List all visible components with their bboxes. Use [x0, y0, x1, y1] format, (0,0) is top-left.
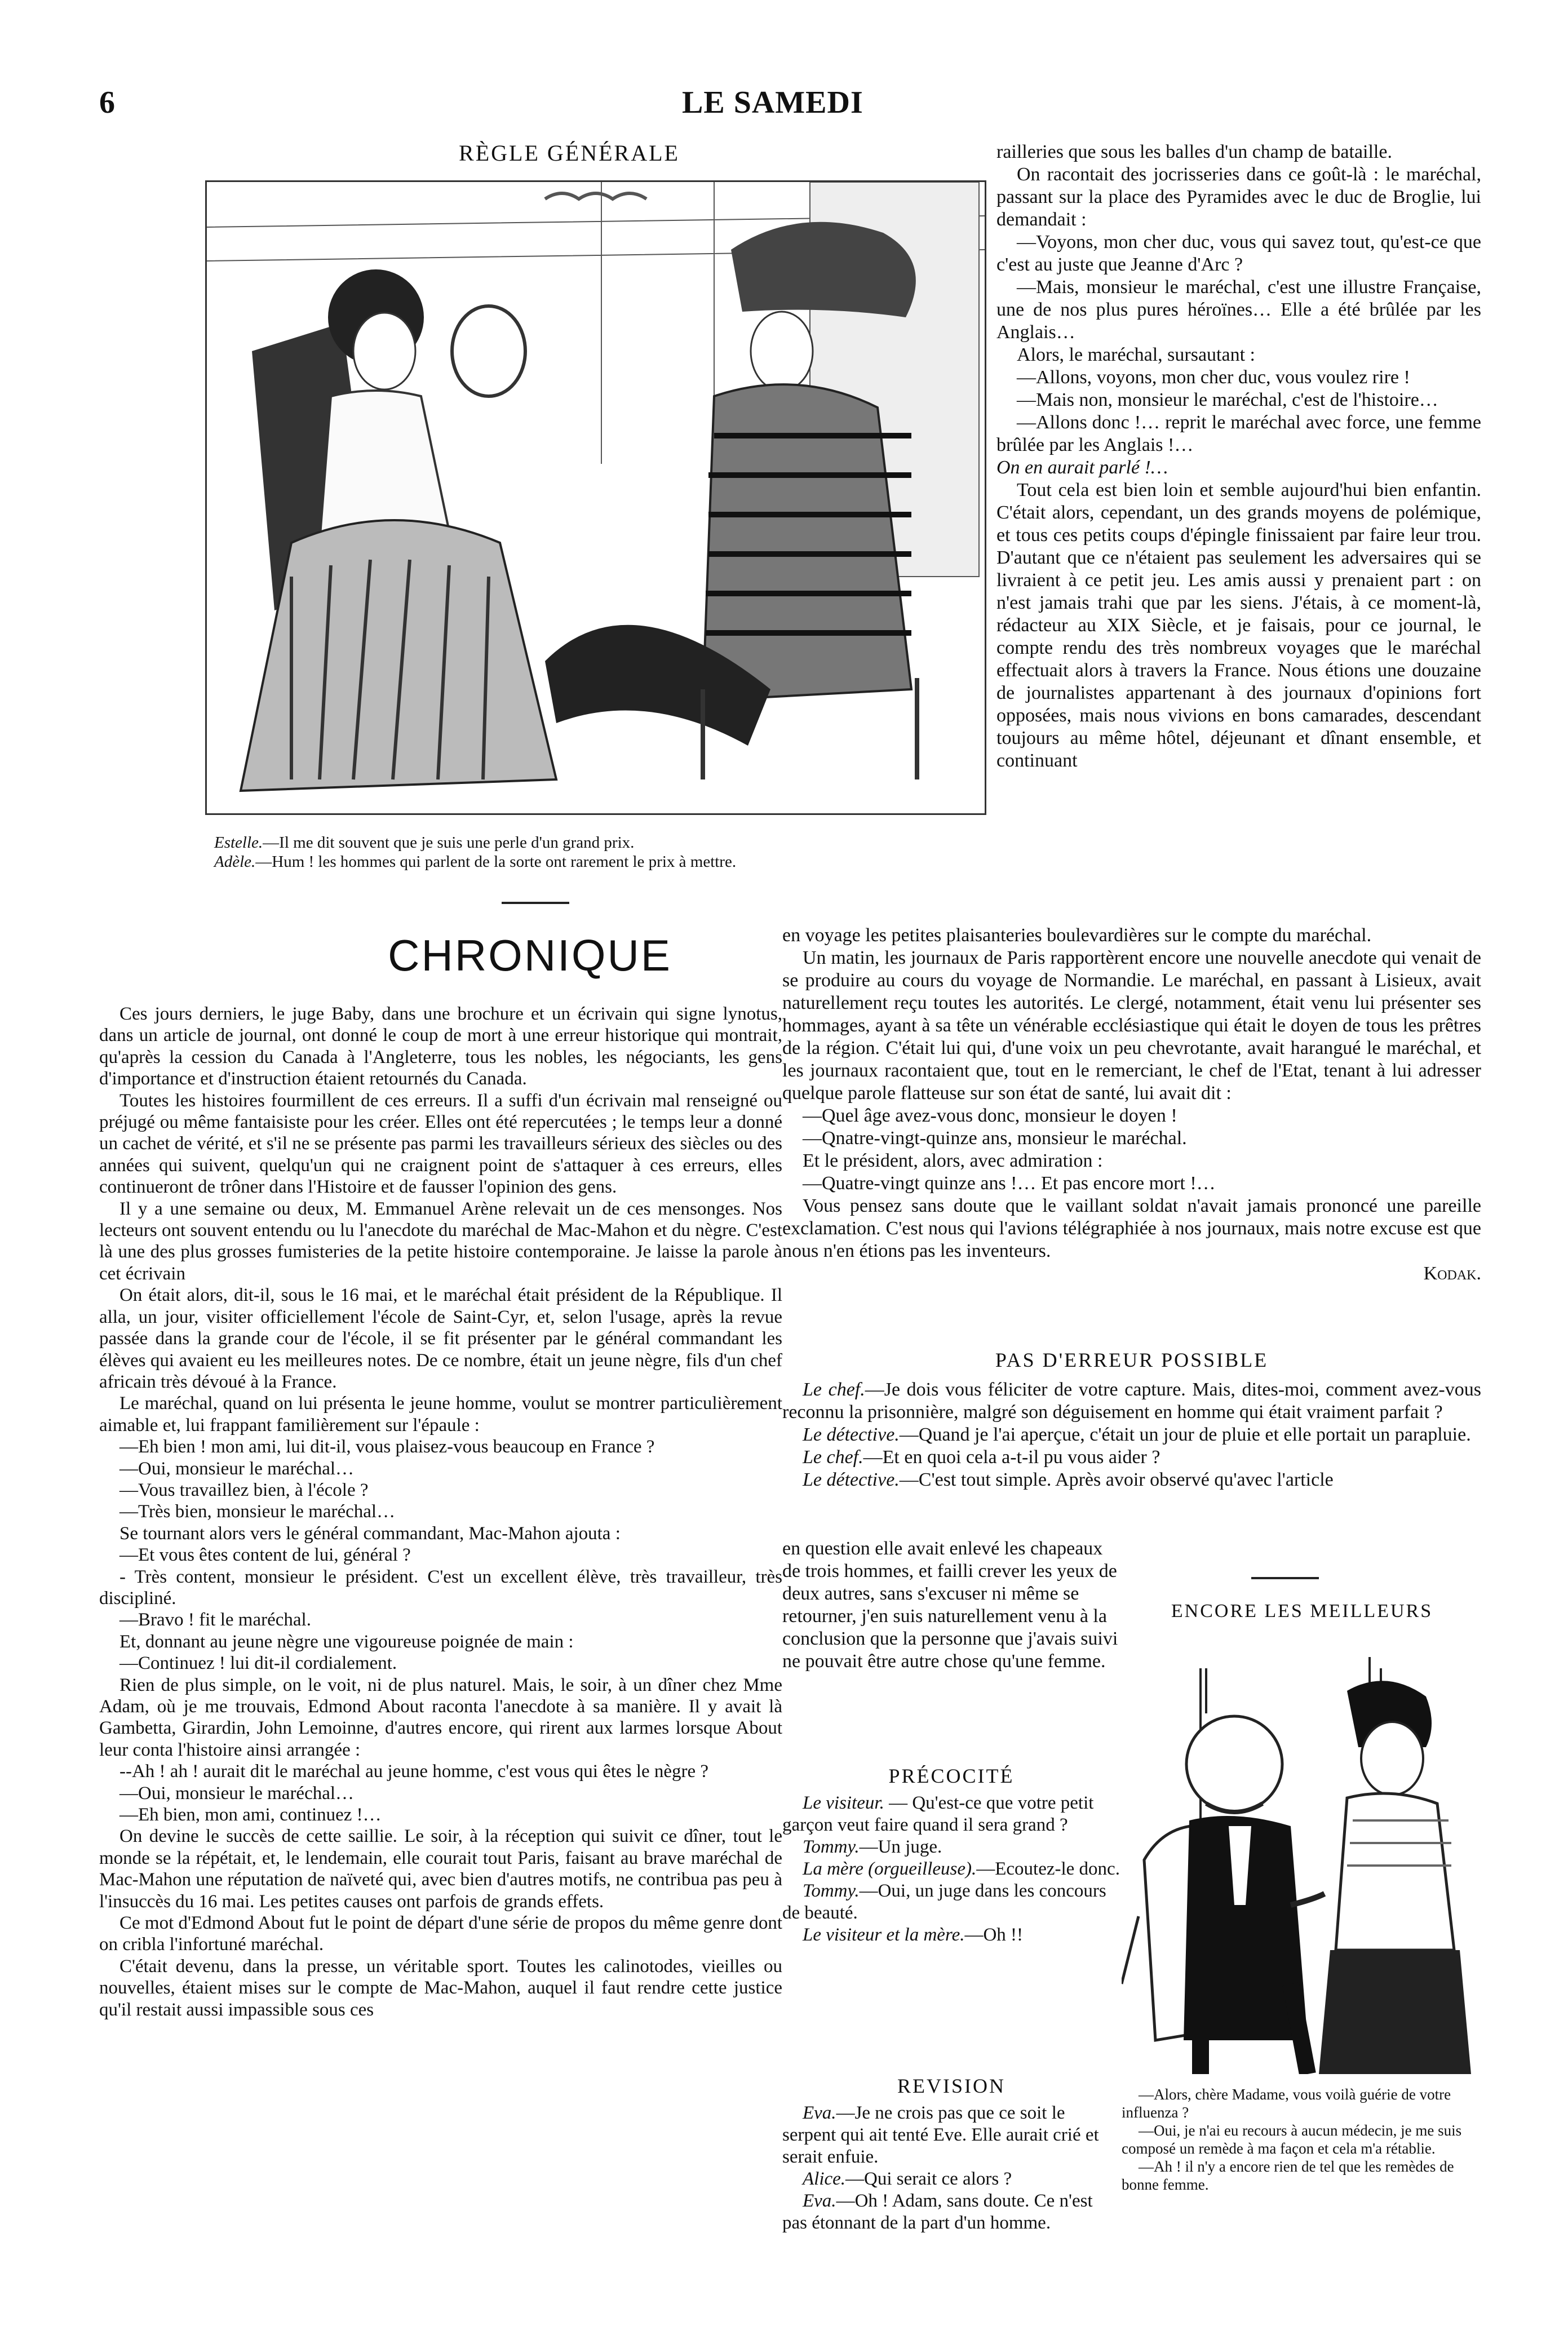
revision-dialogue [782, 2102, 1120, 2234]
speaker: La mère (orgueilleuse). [803, 1859, 977, 1879]
caption-line: —Alors, chère Madame, vous voilà guérie de votre influenza ? [1122, 2086, 1451, 2121]
divider [502, 902, 569, 904]
speaker: Le visiteur. [803, 1793, 884, 1813]
pas-erreur-dialogue [782, 1379, 1481, 1491]
dialogue-line: —Qui serait ce alors ? [845, 2169, 1012, 2189]
dialogue-line: —Oui, un juge dans les concours de beauté. [782, 1881, 1106, 1923]
dialogue-line: —Et en quoi cela a-t-il pu vous aider ? [863, 1447, 1161, 1468]
chronique-paragraph: —Et vous êtes content de lui, général ? [119, 1545, 411, 1566]
chronique-paragraph: —Très bien, monsieur le maréchal… [119, 1501, 396, 1522]
dialogue-line: —Je dois vous féliciter de votre capture. Mais, dites-moi, comment avez-vous reconnu la prisonnière, malgré son déguisement en homme qui était vraiment parfait ? [782, 1379, 1481, 1423]
dialogue-line: —Un juge. [859, 1837, 942, 1857]
newspaper-title: LE SAMEDI [682, 85, 863, 120]
column-paragraph: On en aurait parlé !… [996, 457, 1168, 478]
encore-title: ENCORE LES MEILLEURS [1171, 1601, 1433, 1622]
continuation-text: en question elle avait enlevé les chapeaux de trois hommes, et failli crever les yeux de deux autres, sans s'excuser ni même se retourner, j'en suis naturellement venu à la conclusion que la personne que j'avais suivi ne pouvait être autre chose qu'une femme. [782, 1538, 1118, 1672]
column-paragraph: —Mais non, monsieur le maréchal, c'est de l'histoire… [1017, 389, 1438, 410]
speaker: Eva. [803, 2191, 836, 2211]
chronique-paragraph: - Très content, monsieur le président. C'est un excellent élève, très travailleur, très discipliné. [99, 1566, 782, 1609]
speaker: Eva. [803, 2103, 836, 2123]
dialogue-line: — Qu'est-ce que votre petit garçon veut faire quand il sera grand ? [782, 1793, 1094, 1835]
caption-line: —Ah ! il n'y a encore rien de tel que les remèdes de bonne femme. [1122, 2158, 1454, 2193]
chronique-paragraph: —Vous travaillez bien, à l'école ? [119, 1479, 369, 1500]
illustration-title: RÈGLE GÉNÉRALE [459, 140, 680, 166]
wide-paragraph: en voyage les petites plaisanteries boulevardières sur le compte du maréchal. [782, 925, 1372, 946]
chronique-paragraph: Se tournant alors vers le général commandant, Mac-Mahon ajouta : [119, 1523, 621, 1544]
chronique-paragraph: Ce mot d'Edmond About fut le point de départ d'une série de propos du même genre dont on cribla l'infortuné maréchal. [99, 1913, 782, 1955]
speaker: Le chef. [803, 1379, 865, 1400]
chronique-paragraph: —Eh bien, mon ami, continuez !… [119, 1805, 382, 1826]
chronique-column [99, 1003, 782, 2021]
chronique-paragraph: Toutes les histoires fourmillent de ces erreurs. Il a suffi d'un écrivain mal renseigné ou préjugé ou même fantaisiste pour les créer. Elles ont été repercutées ; le temps leur a donné un cachet de vérité, et s'il ne se présente pas parmi les travailleurs sérieux des siècles ou des années qui suivent, quelqu'un qui ne craignent point de s'attaquer à ces erreurs, elles continueront de trôner dans l'Histoire et de fausser l'opinion des gens. [99, 1090, 782, 1198]
chronique-paragraph: Ces jours derniers, le juge Baby, dans une brochure et un écrivain qui signe lynotus, dans un article de journal, ont donné le coup de mort à une erreur historique qui montrait, qu'après la cession du Canada à l'Angleterre, tous les nobles, les négociants, les gens d'importance et d'instruction étaient retournés du Canada. [99, 1004, 782, 1089]
column-paragraph: On racontait des jocrisseries dans ce goût-là : le maréchal, passant sur la place des Pyramides avec le duc de Broglie, lui demandait : [996, 164, 1481, 230]
speaker: Alice. [803, 2169, 846, 2189]
wide-paragraph: —Qnatre-vingt-quinze ans, monsieur le maréchal. [803, 1128, 1187, 1149]
illustration-caption [214, 833, 1003, 871]
wide-paragraph: —Quatre-vingt quinze ans !… Et pas encore mort !… [803, 1173, 1216, 1194]
chronique-paragraph: On devine le succès de cette saillie. Le soir, à la réception qui suivit ce dîner, tout le monde se la répétait, et, le lendemain, elle courait tout Paris, faisant au brave maréchal de Mac-Mahon une réputation de naïveté qui, avec bien d'autres motifs, ne contribua pas peu à l'insuccès du 16 mai. Les petites causes ont parfois de grands effets. [99, 1826, 782, 1912]
caption-line: —Oui, je n'ai eu recours à aucun médecin, je me suis composé un remède à ma façon et cela m'a rétablie. [1122, 2122, 1462, 2157]
precocite-title: PRÉCOCITÉ [888, 1765, 1015, 1787]
wide-paragraph: Vous pensez sans doute que le vaillant soldat n'avait jamais prononcé une pareille exclamation. C'est nous qui l'avions télégraphiée à nos journaux, mais notre excuse est que nous n'en étions pas les inventeurs. [782, 1195, 1481, 1261]
column-paragraph: —Allons donc !… reprit le maréchal avec force, une femme brûlée par les Anglais !… [996, 412, 1481, 455]
column-paragraph: —Allons, voyons, mon cher duc, vous voulez rire ! [1017, 367, 1410, 388]
man-head [1186, 1716, 1282, 1812]
dialogue-line: —Oh !! [964, 1925, 1024, 1945]
precocite-dialogue [782, 1792, 1120, 1946]
divider [1251, 1577, 1319, 1579]
speaker: Le chef. [803, 1447, 863, 1468]
speaker: Le détective. [803, 1469, 900, 1490]
wide-paragraph: Et le président, alors, avec admiration : [803, 1150, 1103, 1171]
lady-blouse [1336, 1793, 1454, 1950]
encore-captions [1122, 2085, 1482, 2194]
cartoon-image [1122, 1634, 1482, 2074]
wall-medallion [452, 306, 525, 396]
wide-paragraph: Un matin, les journaux de Paris rapportèrent encore une nouvelle anecdote qui venait de se produire au cours du voyage de Normandie. Le maréchal, en passant à Lisieux, avait naturellement reçu toutes les autorités. Le clergé, notamment, était venu lui présenter ses hommages, ayant à sa tête un vénérable ecclésiastique qui était le doyen de tous les prêtres de la région. C'était lui qui, d'une voix un peu chevrotante, avait harangué le maréchal, et les journaux racontaient que, tout en le remerciant, le chef de l'Etat, tenant à lui adresser quelque parole flatteuse sur son état de santé, lui avait dit : [782, 947, 1481, 1104]
caption-speaker-adele: Adèle. [214, 853, 256, 871]
column-paragraph: railleries que sous les balles d'un champ de bataille. [996, 141, 1392, 162]
dialogue-line: —Ecoutez-le donc. [976, 1859, 1120, 1879]
caption-speaker-estelle: Estelle. [214, 834, 263, 852]
woman-left-skirt [241, 520, 556, 791]
speaker: Le détective. [803, 1424, 900, 1445]
column-paragraph: —Mais, monsieur le maréchal, c'est une illustre Française, une de nos plus pures héroïnes… Elle a été brûlée par les Anglais… [996, 277, 1481, 343]
chronique-title: CHRONIQUE [388, 931, 672, 980]
wide-paragraph: —Quel âge avez-vous donc, monsieur le doyen ! [803, 1105, 1177, 1126]
speaker: Tommy. [803, 1881, 860, 1901]
signature: Kodak. [1423, 1263, 1481, 1284]
column-paragraph: Tout cela est bien loin et semble aujourd'hui bien enfantin. C'était alors, cependant, un des grands moyens de polémique, et tous ces petits coups d'épingle finissaient par faire leur trou. D'autant que ce n'étaient pas seulement les adversaires qui se livraient à ce petit jeu. Les amis aussi y prenaient part : on n'est jamais trahi que par les siens. J'étais, à ce moment-là, rédacteur au XIX Siècle, et je faisais, pour ce journal, le compte rendu des très nombreux voyages que le maréchal effectuait alors à travers la France. Nous étions une douzaine de journalistes appartenant à des journaux d'opinions fort opposées, mais nous vivions en bons camarades, descendant toujours au même hôtel, déjeunant et dînant ensemble, et continuant [996, 480, 1481, 771]
lady-skirt [1319, 1950, 1471, 2074]
chronique-paragraph: —Continuez ! lui dit-il cordialement. [119, 1653, 397, 1674]
caption-text-estelle: —Il me dit souvent que je suis une perle d'un grand prix. [263, 834, 635, 852]
chronique-paragraph: —Oui, monsieur le maréchal… [119, 1783, 355, 1804]
column-paragraph: —Voyons, mon cher duc, vous qui savez tout, qu'est-ce que c'est au juste que Jeanne d'Arc ? [996, 232, 1481, 275]
speaker: Le visiteur et la mère. [803, 1925, 965, 1945]
illustration-two-women [205, 180, 986, 815]
woman-right-hat [731, 222, 916, 317]
column-paragraph: Alors, le maréchal, sursautant : [1017, 344, 1255, 365]
chronique-paragraph: —Bravo ! fit le maréchal. [119, 1610, 311, 1631]
dialogue-line: —Je ne crois pas que ce soit le serpent qui ait tenté Eve. Elle aurait crié et serait enfuie. [782, 2103, 1099, 2167]
chronique-paragraph: —Oui, monsieur le maréchal… [119, 1458, 355, 1479]
woman-right-dress [703, 384, 911, 701]
caption-text-adele: —Hum ! les hommes qui parlent de la sorte ont rarement le prix à mettre. [255, 853, 737, 871]
chronique-paragraph: --Ah ! ah ! aurait dit le maréchal au jeune homme, c'est vous qui êtes le nègre ? [119, 1761, 709, 1782]
right-column [996, 141, 1481, 772]
pas-erreur-title: PAS D'ERREUR POSSIBLE [995, 1349, 1269, 1371]
chronique-paragraph: Il y a une semaine ou deux, M. Emmanuel Arène relevait un de ces mensonges. Nos lecteurs ont souvent entendu ou lu l'anecdote du maréchal de Mac-Mahon et du nègre. C'est là une des plus grosses fumisteries de la petite histoire contemporaine. Je laisse la parole à cet écrivain [99, 1198, 782, 1284]
page-number: 6 [99, 85, 116, 120]
chronique-paragraph: Le maréchal, quand on lui présenta le jeune homme, voulut se montrer particulièrement aimable et, lui frappant familièrement sur l'épaule : [99, 1393, 782, 1436]
engraving-image [207, 182, 985, 813]
wide-text-block [782, 924, 1481, 1285]
illustration-man-and-lady [1122, 1634, 1482, 2074]
chronique-paragraph: Et, donnant au jeune nègre une vigoureuse poignée de main : [119, 1631, 574, 1652]
chronique-paragraph: Rien de plus simple, on le voit, ni de plus naturel. Mais, le soir, à un dîner chez Mme Adam, où je me trouvais, Edmond About raconta l'anecdote à sa manière. Il y avait là Gambetta, Girardin, John Lemoinne, d'autres encore, qui rirent aux larmes lorsque About leur conta l'histoire ainsi arrangée : [99, 1674, 782, 1760]
speaker: Tommy. [803, 1837, 860, 1857]
dialogue-line: —C'est tout simple. Après avoir observé qu'avec l'article [899, 1469, 1334, 1490]
dialogue-line: —Oh ! Adam, sans doute. Ce n'est pas étonnant de la part d'un homme. [782, 2191, 1093, 2233]
revision-title: REVISION [897, 2075, 1006, 2097]
chronique-paragraph: C'était devenu, dans la presse, un véritable sport. Toutes les calinotodes, vieilles ou nouvelles, étaient mises sur le compte de Mac-Mahon, auquel il faut rendre cette justice qu'il restait aussi impassible sous ces [99, 1956, 782, 2020]
chronique-paragraph: On était alors, dit-il, sous le 16 mai, et le maréchal était président de la République. Il alla, un jour, visiter officiellement l'école de Saint-Cyr, et, selon l'usage, après la revue passée dans la grande cour de l'école, il se fit présenter par le général commandant les élèves qui avaient eu les meilleures notes. De ce nombre, était un jeune nègre, fils d'un chef africain très dévoué à la France. [99, 1285, 782, 1392]
pas-erreur-continuation [782, 1538, 1120, 1673]
chronique-paragraph: —Eh bien ! mon ami, lui dit-il, vous plaisez-vous beaucoup en France ? [119, 1437, 655, 1457]
dialogue-line: —Quand je l'ai aperçue, c'était un jour de pluie et elle portait un parapluie. [899, 1424, 1471, 1445]
